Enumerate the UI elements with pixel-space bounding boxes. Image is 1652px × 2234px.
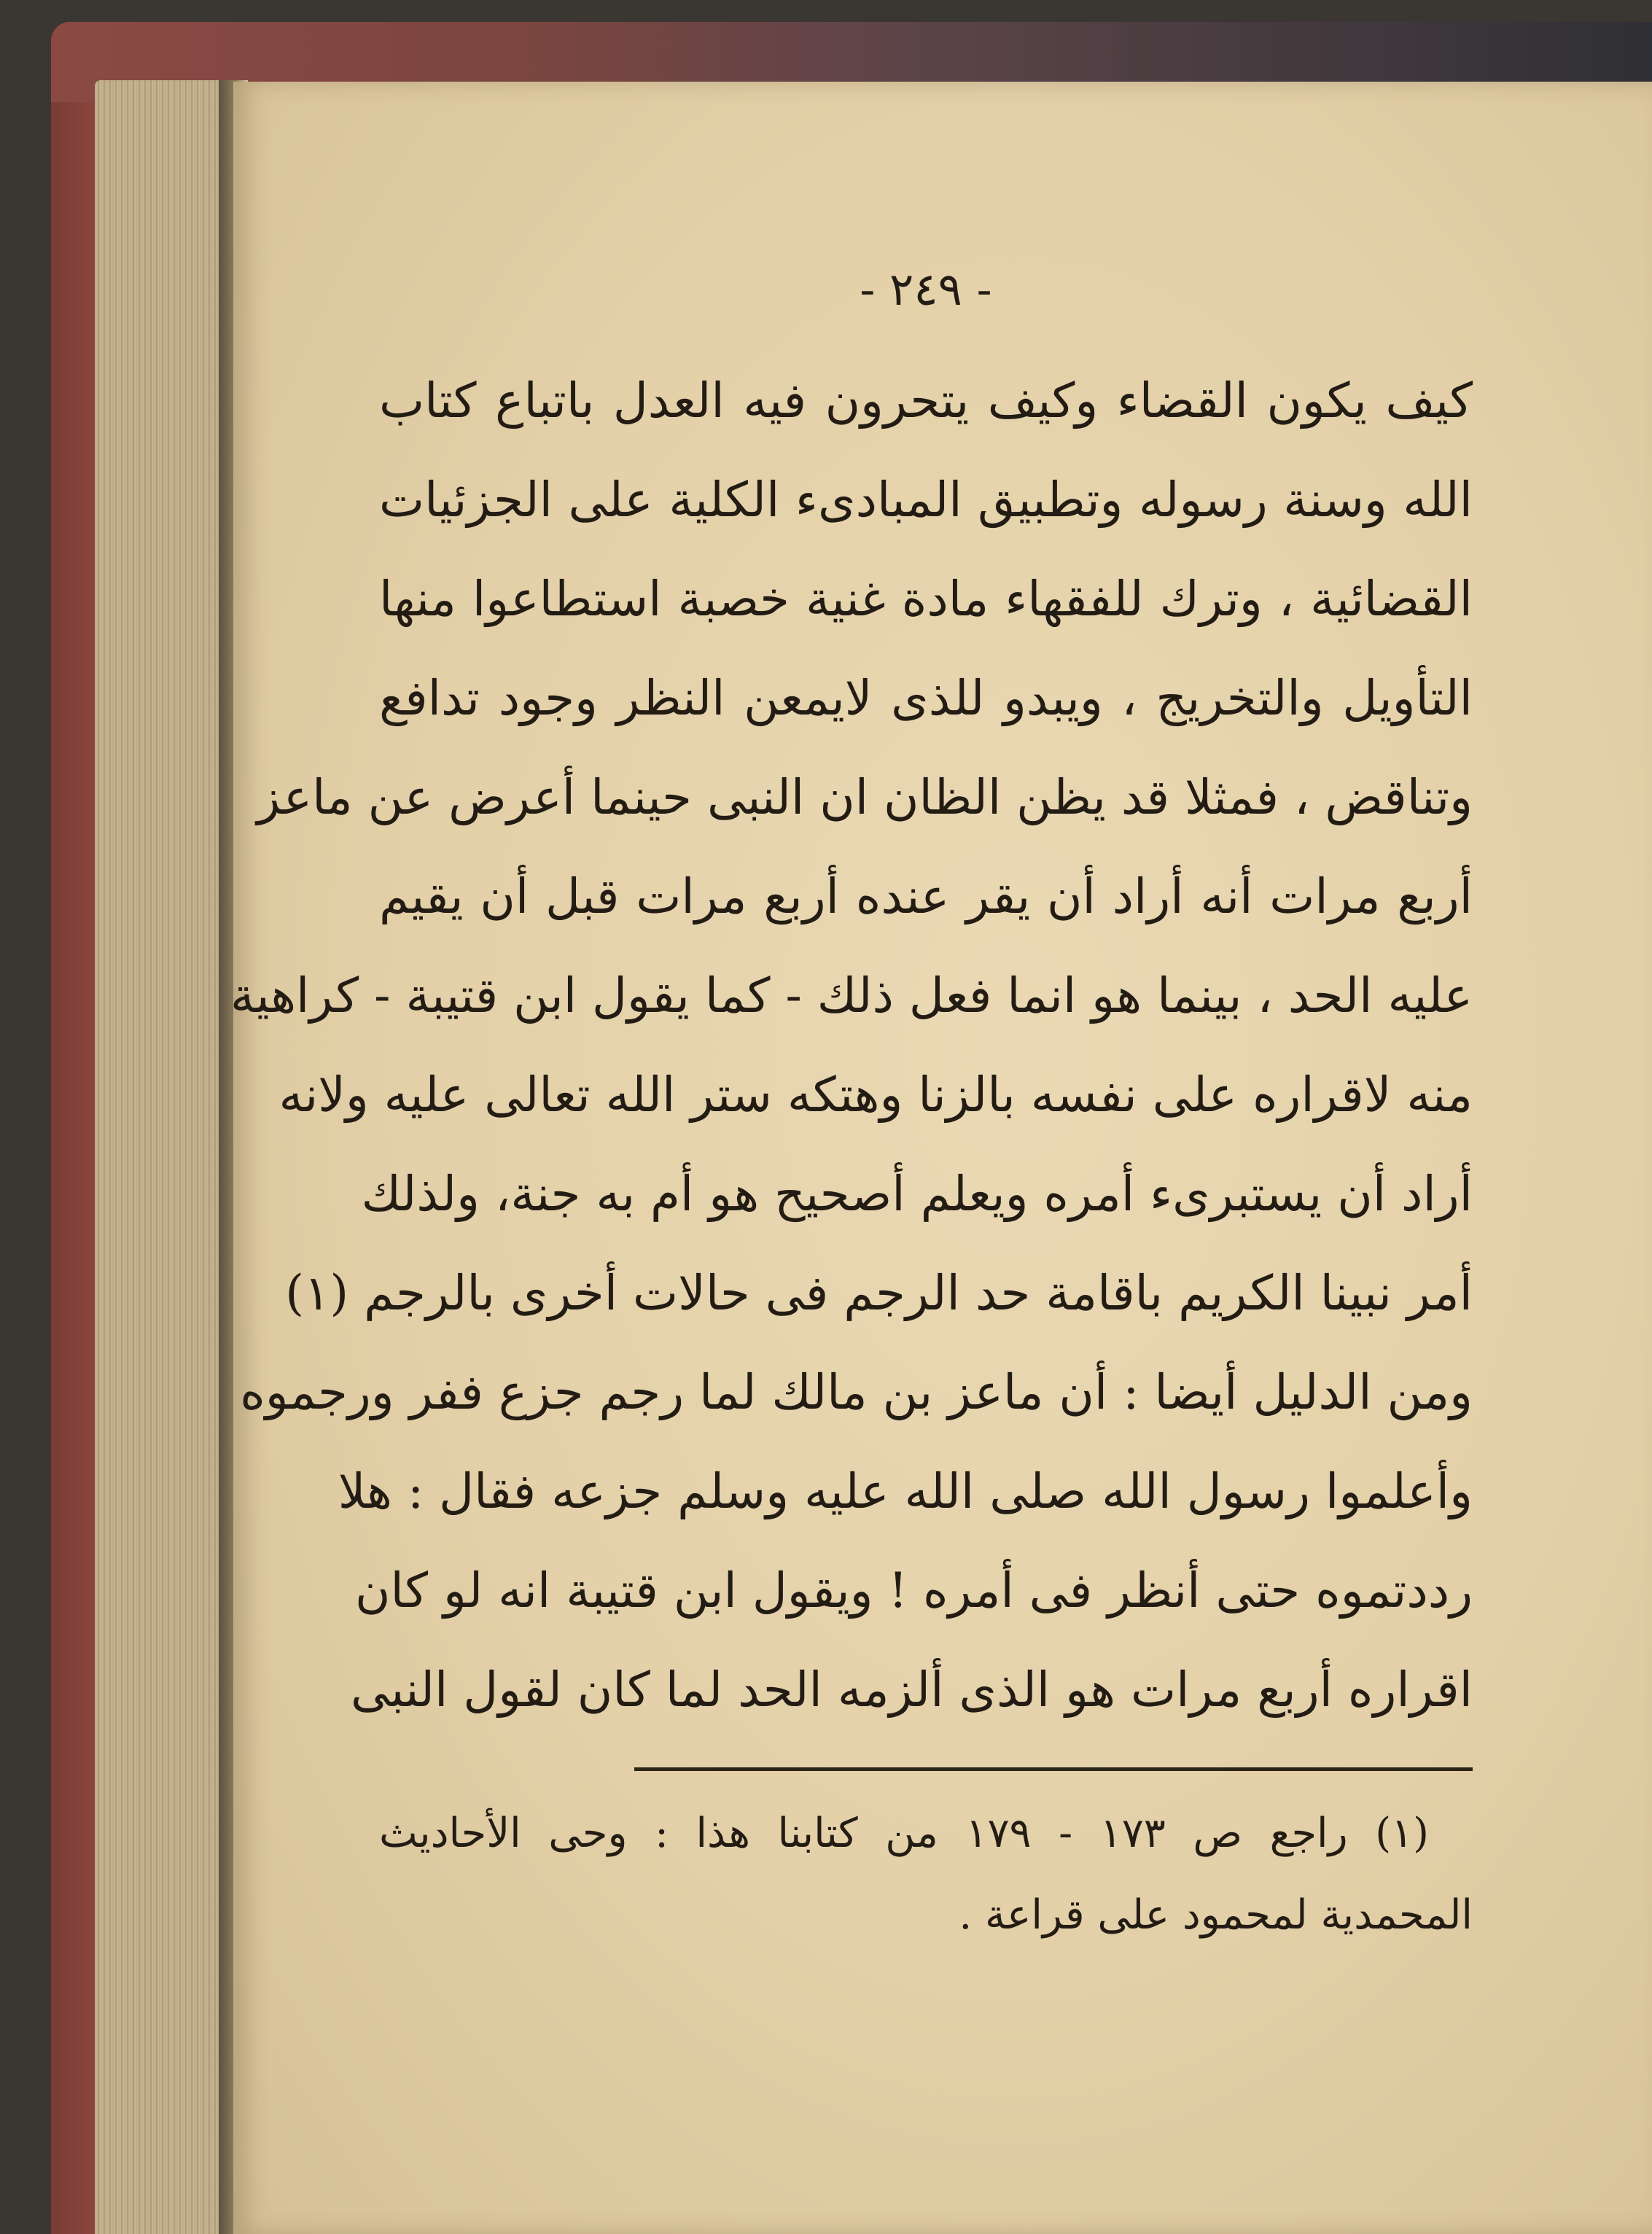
text-line: عليه الحد ، بينما هو انما فعل ذلك - كما يقول ابن قتيبة - كراهية [230, 968, 1473, 1024]
text-line: منه لاقراره على نفسه بالزنا وهتكه ستر الله تعالى عليه ولانه [278, 1067, 1473, 1123]
footnote-line: (١) راجع ص ١٧٣ - ١٧٩ من كتابنا هذا : وحى الأحاديث [379, 1810, 1429, 1857]
footnote-line: المحمدية لمحمود على قراعة . [959, 1891, 1473, 1939]
page-content [230, 249, 1473, 1956]
text-line: القضائية ، وترك للفقهاء مادة غنية خصبة استطاعوا منها [379, 571, 1473, 627]
page-number: - ٢٤٩ - [860, 262, 992, 316]
text-line: اقراره أربع مرات هو الذى ألزمه الحد لما كان لقول النبى [351, 1662, 1473, 1718]
body-text [230, 351, 1473, 1740]
text-line: ومن الدليل أيضا : أن ماعز بن مالك لما رجم جزع ففر ورجموه [240, 1364, 1473, 1420]
text-line: أراد أن يستبرىء أمره ويعلم أصحيح هو أم به جنة، ولذلك [361, 1166, 1473, 1222]
text-line: كيف يكون القضاء وكيف يتحرون فيه العدل باتباع كتاب [379, 373, 1473, 429]
text-line: وأعلموا رسول الله صلى الله عليه وسلم جزعه فقال : هلا [338, 1463, 1473, 1519]
text-line: رددتموه حتى أنظر فى أمره ! ويقول ابن قتيبة انه لو كان [355, 1562, 1473, 1619]
text-line: التأويل والتخريج ، ويبدو للذى لايمعن النظر وجود تدافع [379, 670, 1473, 726]
book-page [230, 82, 1652, 2234]
footnote-divider [634, 1767, 1473, 1771]
footnotes [379, 1793, 1473, 1956]
text-line: أمر نبينا الكريم باقامة حد الرجم فى حالات أخرى بالرجم (١) [285, 1265, 1473, 1321]
text-line: وتناقض ، فمثلا قد يظن الظان ان النبى حينما أعرض عن ماعز [257, 769, 1473, 825]
text-line: الله وسنة رسوله وتطبيق المبادىء الكلية على الجزئيات [379, 472, 1473, 528]
text-line: أربع مرات أنه أراد أن يقر عنده أربع مرات قبل أن يقيم [379, 868, 1473, 925]
